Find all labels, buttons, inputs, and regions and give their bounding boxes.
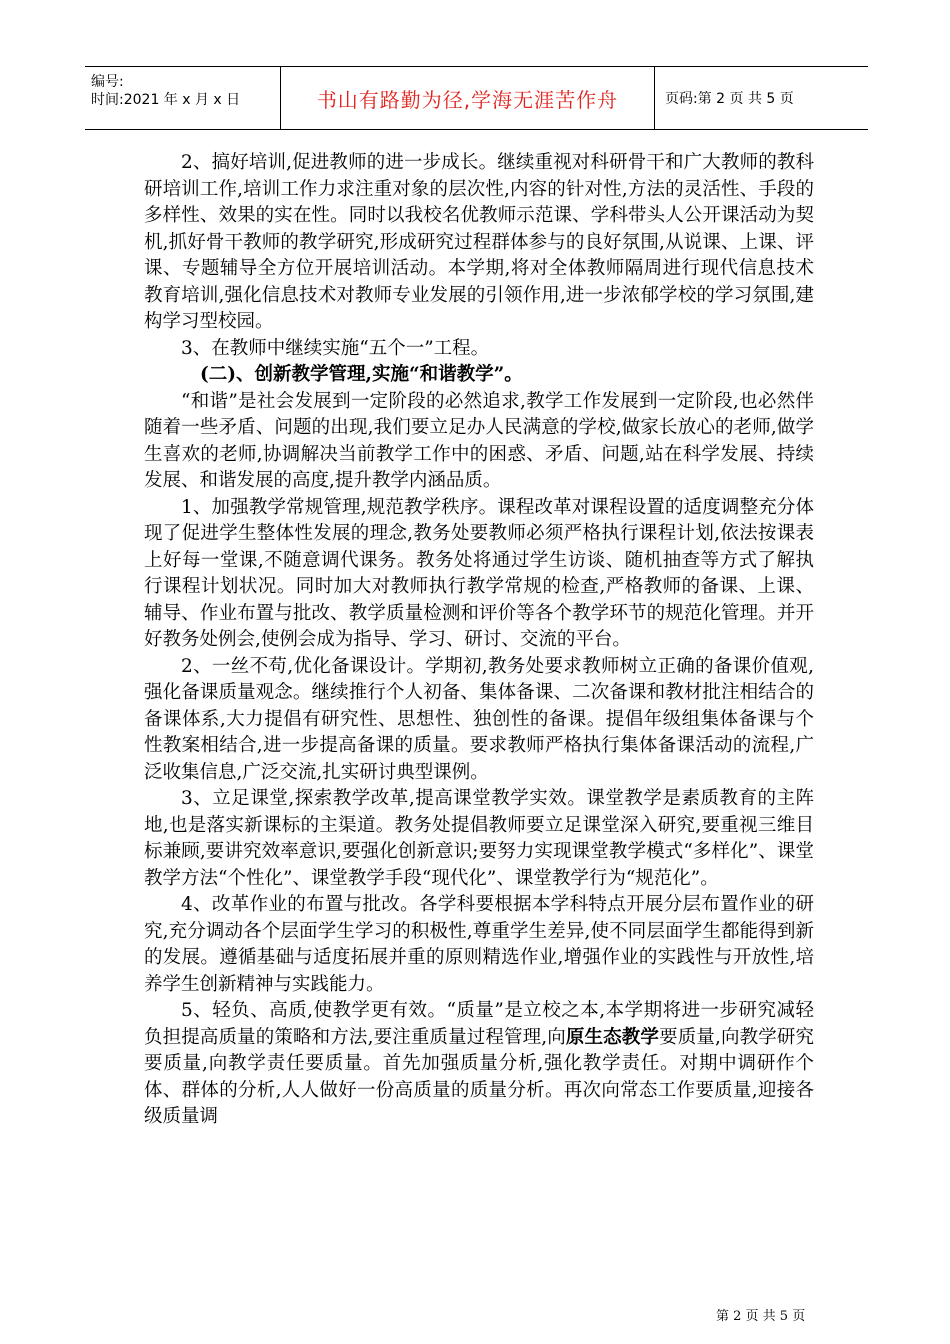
- quality-text-end: 要质量,向教学研究要质量,向教学责任要质量。首先加强质量分析,强化教学责任。对期中调研作个体、群体的分析,人人做好一份高质量的质量分析。再次向常态工作要质量,迎接各级质量调: [144, 1026, 814, 1127]
- paragraph-harmony: “和谐”是社会发展到一定阶段的必然追求,教学工作发展到一定阶段,也必然伴随着一些矛盾、问题的出现,我们要立足办人民满意的学校,做家长放心的老师,做学生喜欢的老师,协调解决当前教学工作中的困惑、矛盾、问题,站在科学发展、持续发展、和谐发展的高度,提升教学内涵品质。: [144, 390, 814, 491]
- paragraph-training: 2、搞好培训,促进教师的进一步成长。继续重视对科研骨干和广大教师的教科研培训工作,培训工作力求注重对象的层次性,内容的针对性,方法的灵活性、手段的多样性、效果的实在性。同时以我校名优教师示范课、学科带头人公开课活动为契机,抓好骨干教师的教学研究,形成研究过程群体参与的良好氛围,从说课、上课、评课、专题辅导全方位开展培训活动。本学期,将对全体教师隔周进行现代信息技术教育培训,强化信息技术对教师专业发展的引领作用,进一步浓郁学校的学习氛围,建构学习型校园。: [144, 152, 814, 332]
- header-motto: 书山有路勤为径,学海无涯苦作舟: [281, 67, 655, 129]
- paragraph-routine-management: 1、加强教学常规管理,规范教学秩序。课程改革对课程设置的适度调整充分体现了促进学生整体性发展的理念,教务处要教师必须严格执行课程计划,依法按课表上好每一堂课,不随意调代课务。教务处将通过学生访谈、随机抽查等方式了解执行课程计划状况。同时加大对教师执行教学常规的检查,严格教师的备课、上课、辅导、作业布置与批改、教学质量检测和评价等各个教学环节的规范化管理。并开好教务处例会,使例会成为指导、学习、研讨、交流的平台。: [144, 496, 814, 650]
- header-meta: [85, 67, 281, 129]
- quality-text-start: 5、轻负、高质,使教学更有效。“质量”是立校之本,本学期将进一步研究减轻负担提高质量的策略和方法,要注重质量过程管理,向: [144, 1000, 814, 1048]
- paragraph-lesson-prep: 2、一丝不苟,优化备课设计。学期初,教务处要求教师树立正确的备课价值观,强化备课质量观念。继续推行个人初备、集体备课、二次备课和教材批注相结合的备课体系,大力提倡有研究性、思想性、独创性的备课。提倡年级组集体备课与个性教案相结合,进一步提高备课的质量。要求教师严格执行集体备课活动的流程,广泛收集信息,广泛交流,扎实研讨典型课例。: [144, 655, 814, 783]
- paragraph-five-ones: 3、在教师中继续实施“五个一”工程。: [181, 337, 490, 359]
- time-label: 时间:2021 年 x 月 x 日: [91, 92, 241, 108]
- document-body: [144, 150, 814, 1131]
- paragraph-homework: 4、改革作业的布置与批改。各学科要根据本学科特点开展分层布置作业的研究,充分调动各个层面学生学习的积极性,尊重学生差异,使不同层面学生都能得到新的发展。遵循基础与适度拓展并重的原则精选作业,增强作业的实践性与开放性,培养学生创新精神与实践能力。: [144, 894, 814, 995]
- section-heading: (二)、创新教学管理,实施“和谐教学”。: [200, 364, 523, 385]
- page-footer: 第 2 页 共 5 页: [716, 1309, 806, 1324]
- header-page-info: 页码:第 2 页 共 5 页: [665, 91, 794, 107]
- page-header: [85, 66, 868, 130]
- paragraph-classroom: 3、立足课堂,探索教学改革,提高课堂教学实效。课堂教学是素质教育的主阵地,也是落实新课标的主渠道。教务处提倡教师要立足课堂深入研究,要重视三维目标兼顾,要讲究效率意识,要强化创新意识;要努力实现课堂教学模式“多样化”、课堂教学方法“个性化”、课堂教学手段“现代化”、课堂教学行为“规范化”。: [144, 788, 814, 889]
- quality-text-bold: 原生态教学: [565, 1026, 660, 1048]
- number-label: 编号:: [91, 74, 124, 90]
- paragraph-quality: [144, 998, 814, 1131]
